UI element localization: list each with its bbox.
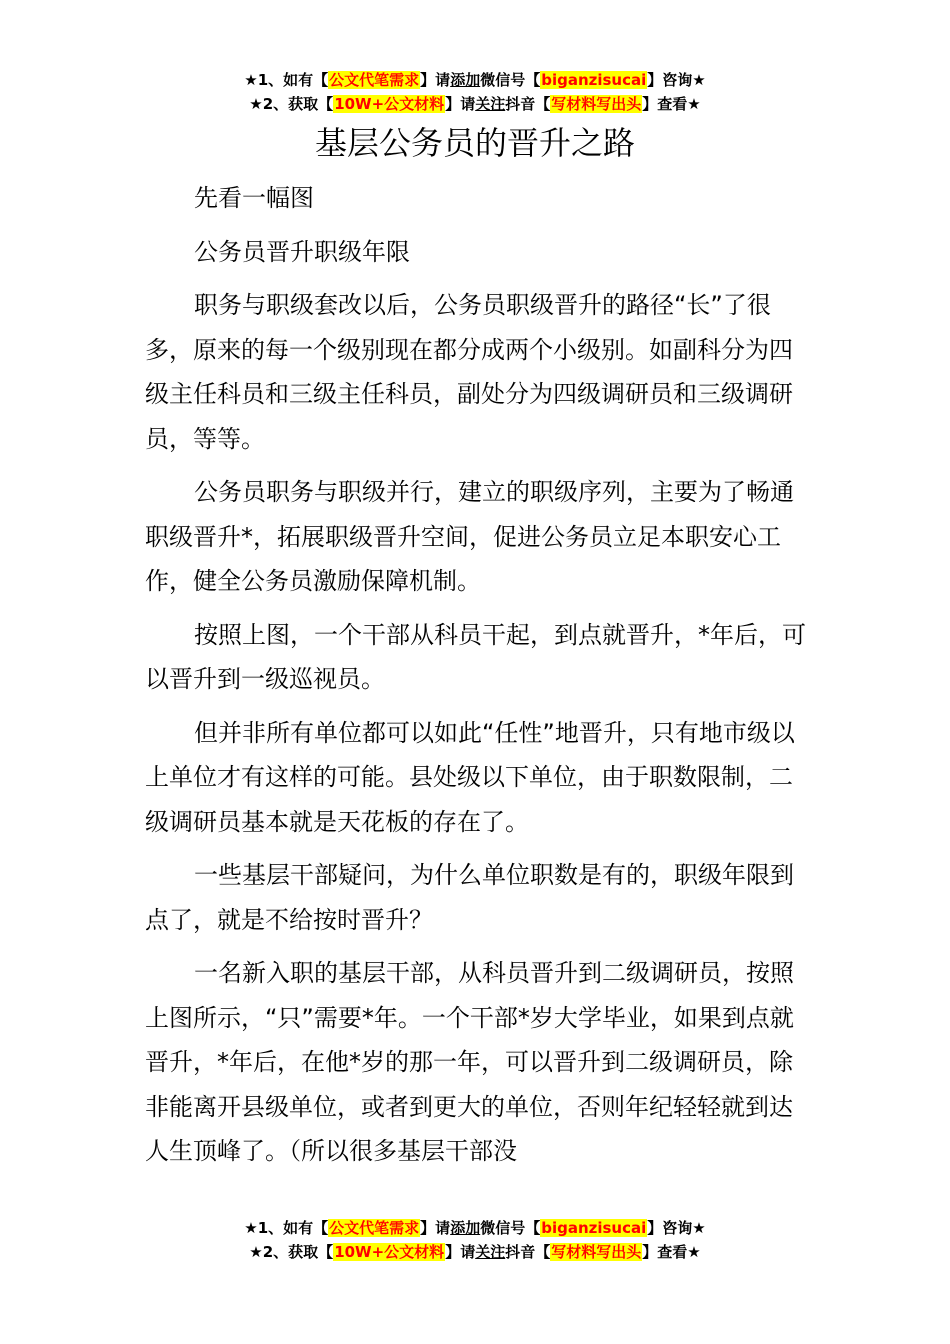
highlight-douyin-id: 写材料写出头 <box>551 95 642 113</box>
banner-text: 】请 <box>420 71 451 89</box>
footer-banner <box>0 1216 950 1264</box>
highlight-wechat-id: biganzisucai <box>541 1219 647 1237</box>
paragraph: 公务员晋升职级年限 <box>194 237 410 266</box>
banner-text-underlined: 添加 <box>450 71 481 89</box>
banner-text-underlined: 关注 <box>475 1243 506 1261</box>
document-title: 基层公务员的晋升之路 <box>314 124 635 162</box>
banner-text: 】查看★ <box>642 1243 701 1261</box>
paragraph: 一名新入职的基层干部，从科员晋升到二级调研员，按照上图所示，“只”需要*年。一个干部*岁大学毕业，如果到点就晋升，*年后，在他*岁的那一年，可以晋升到二级调研员，除非能离开县级单位，或者到更大的单位，否则年纪轻轻就到达人生顶峰了。（所以很多基层干部没 <box>145 959 794 1165</box>
banner-text: 】咨询★ <box>647 71 706 89</box>
paragraph: 但并非所有单位都可以如此“任性”地晋升，只有地市级以上单位才有这样的可能。县处级以下单位，由于职数限制，二级调研员基本就是天花板的存在了。 <box>145 718 795 836</box>
paragraph: 公务员职务与职级并行，建立的职级序列，主要为了畅通职级晋升*，拓展职级晋升空间，促进公务员立足本职安心工作，健全公务员激励保障机制。 <box>145 478 794 595</box>
banner-text: ★1、如有【 <box>244 1219 329 1237</box>
banner-text: 】请 <box>445 1243 476 1261</box>
banner-line-1 <box>0 68 950 92</box>
banner-line-1 <box>0 1216 950 1240</box>
banner-text: 】咨询★ <box>647 1219 706 1237</box>
banner-text-underlined: 添加 <box>450 1219 481 1237</box>
banner-line-2 <box>0 1240 950 1264</box>
banner-text: 抖音【 <box>505 95 551 113</box>
banner-text: 】请 <box>420 1219 451 1237</box>
highlight-service: 公文代笔需求 <box>329 71 420 89</box>
document-body <box>145 176 810 1183</box>
header-banner <box>0 68 950 116</box>
banner-text-underlined: 关注 <box>475 95 506 113</box>
highlight-materials: 10W+公文材料 <box>334 1243 445 1261</box>
banner-line-2 <box>0 92 950 116</box>
paragraph: 一些基层干部疑问，为什么单位职数是有的，职级年限到点了，就是不给按时晋升？ <box>145 861 794 934</box>
paragraph: 职务与职级套改以后，公务员职级晋升的路径“长”了很多，原来的每一个级别现在都分成两个小级别。如副科分为四级主任科员和三级主任科员，副处分为四级调研员和三级调研员，等等。 <box>145 291 793 453</box>
highlight-douyin-id: 写材料写出头 <box>551 1243 642 1261</box>
highlight-wechat-id: biganzisucai <box>541 71 647 89</box>
paragraph: 按照上图，一个干部从科员干起，到点就晋升，*年后，可以晋升到一级巡视员。 <box>145 620 806 693</box>
banner-text: ★2、获取【 <box>249 1243 334 1261</box>
highlight-service: 公文代笔需求 <box>329 1219 420 1237</box>
banner-text: 微信号【 <box>480 1219 541 1237</box>
highlight-materials: 10W+公文材料 <box>334 95 445 113</box>
banner-text: ★2、获取【 <box>249 95 334 113</box>
banner-text: 】查看★ <box>642 95 701 113</box>
paragraph: 先看一幅图 <box>194 184 314 212</box>
banner-text: 微信号【 <box>480 71 541 89</box>
banner-text: 抖音【 <box>505 1243 551 1261</box>
banner-text: 】请 <box>445 95 476 113</box>
banner-text: ★1、如有【 <box>244 71 329 89</box>
